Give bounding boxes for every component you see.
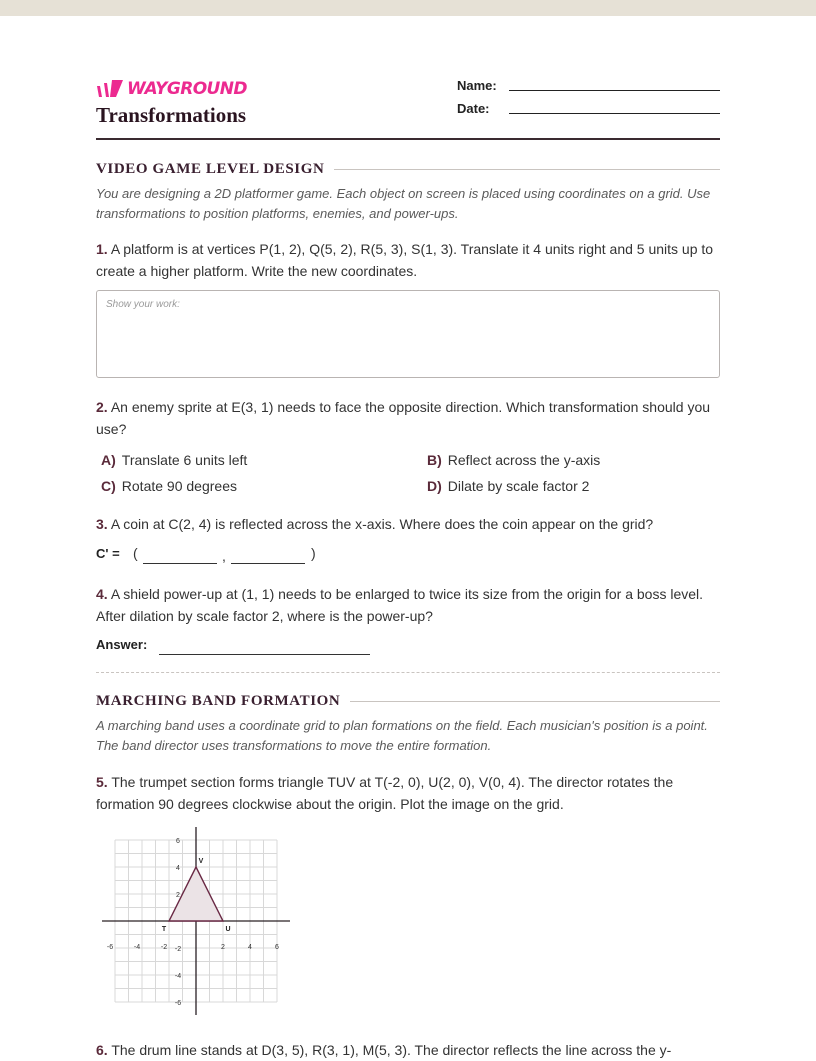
x-tick-label: -2 xyxy=(160,944,168,951)
brand-mark-icon xyxy=(96,79,124,99)
brand-name: WAYGROUND xyxy=(127,79,247,99)
vertex-label: U xyxy=(225,926,231,933)
y-tick-label: 4 xyxy=(176,865,180,872)
vertex-label: T xyxy=(161,926,167,933)
y-tick-label: -6 xyxy=(174,1000,182,1007)
choice-a[interactable] xyxy=(101,452,247,468)
coordinate-grid[interactable] xyxy=(96,826,296,1018)
name-field[interactable] xyxy=(509,90,720,91)
x-tick-label: 4 xyxy=(248,944,252,951)
section-title-marching-band xyxy=(96,693,720,710)
close-paren: ) xyxy=(311,545,316,561)
choice-letter: D) xyxy=(427,478,442,494)
work-placeholder: Show your work: xyxy=(106,299,180,310)
question-6 xyxy=(96,1039,720,1061)
choice-c[interactable] xyxy=(101,478,237,494)
y-tick-label: -2 xyxy=(174,946,182,953)
y-tick-label: -4 xyxy=(174,973,182,980)
c-prime-label: C' = xyxy=(96,546,120,561)
comma: , xyxy=(222,548,226,564)
question-number: 1. xyxy=(96,241,108,257)
question-text: The drum line stands at D(3, 5), R(3, 1), M(5, 3). The director reflects the line across the y- xyxy=(111,1042,672,1058)
choice-d[interactable] xyxy=(427,478,589,494)
question-number: 2. xyxy=(96,399,108,415)
header-divider xyxy=(96,138,720,140)
choice-text: Dilate by scale factor 2 xyxy=(447,478,590,494)
question-text: An enemy sprite at E(3, 1) needs to face the opposite direction. Which transformation should you use? xyxy=(96,399,711,437)
question-1 xyxy=(96,238,720,282)
name-label: Name: xyxy=(457,78,497,93)
section-heading: MARCHING BAND FORMATION xyxy=(96,693,341,709)
work-area[interactable] xyxy=(96,290,720,378)
section-intro: A marching band uses a coordinate grid to plan formations on the field. Each musician's position is a point. The band director uses transformations to move the entire formation. xyxy=(96,718,708,753)
y-coordinate-blank[interactable] xyxy=(231,563,305,564)
choice-text: Reflect across the y-axis xyxy=(447,452,601,468)
x-coordinate-blank[interactable] xyxy=(143,563,217,564)
vertex-label: V xyxy=(198,858,204,865)
brand-logo xyxy=(96,79,247,99)
choice-b[interactable] xyxy=(427,452,600,468)
date-label: Date: xyxy=(457,101,490,116)
section-heading: VIDEO GAME LEVEL DESIGN xyxy=(96,161,325,177)
question-2 xyxy=(96,396,720,440)
section-title-video-game xyxy=(96,161,720,178)
question-text: A platform is at vertices P(1, 2), Q(5, 2), R(5, 3), S(1, 3). Translate it 4 units right and 5 units up to create a higher platform. Write the new coordinates. xyxy=(96,241,714,279)
x-tick-label: 2 xyxy=(221,944,225,951)
answer-blank[interactable] xyxy=(159,654,370,655)
page-title: Transformations xyxy=(96,103,247,127)
y-tick-label: 2 xyxy=(176,892,180,899)
section-divider xyxy=(96,672,720,673)
question-number: 4. xyxy=(96,586,108,602)
choice-text: Rotate 90 degrees xyxy=(121,478,237,494)
open-paren: ( xyxy=(133,545,138,561)
question-3 xyxy=(96,513,720,535)
question-number: 3. xyxy=(96,516,108,532)
question-number: 5. xyxy=(96,774,108,790)
choice-letter: A) xyxy=(101,452,116,468)
x-tick-label: -6 xyxy=(106,944,114,951)
question-text: A coin at C(2, 4) is reflected across the x-axis. Where does the coin appear on the grid? xyxy=(110,516,654,532)
top-bar xyxy=(0,0,816,16)
question-number: 6. xyxy=(96,1042,108,1058)
section-intro: You are designing a 2D platformer game. Each object on screen is placed using coordinates on a grid. Use transformations to position platforms, enemies, and power-ups. xyxy=(96,186,711,221)
section-rule xyxy=(334,169,720,170)
answer-label: Answer: xyxy=(96,637,148,652)
choice-text: Translate 6 units left xyxy=(121,452,248,468)
question-text: A shield power-up at (1, 1) needs to be enlarged to twice its size from the origin for a boss level. After dilation by scale factor 2, where is the power-up? xyxy=(96,586,704,624)
choice-letter: B) xyxy=(427,452,442,468)
question-text: The trumpet section forms triangle TUV at T(-2, 0), U(2, 0), V(0, 4). The director rotates the formation 90 degrees clockwise about the origin. Plot the image on the grid. xyxy=(96,774,674,812)
x-tick-label: 6 xyxy=(275,944,279,951)
question-4 xyxy=(96,583,720,627)
x-tick-label: -4 xyxy=(133,944,141,951)
date-field[interactable] xyxy=(509,113,720,114)
question-5 xyxy=(96,771,720,815)
section-rule xyxy=(350,701,720,702)
y-tick-label: 6 xyxy=(176,838,180,845)
choice-letter: C) xyxy=(101,478,116,494)
